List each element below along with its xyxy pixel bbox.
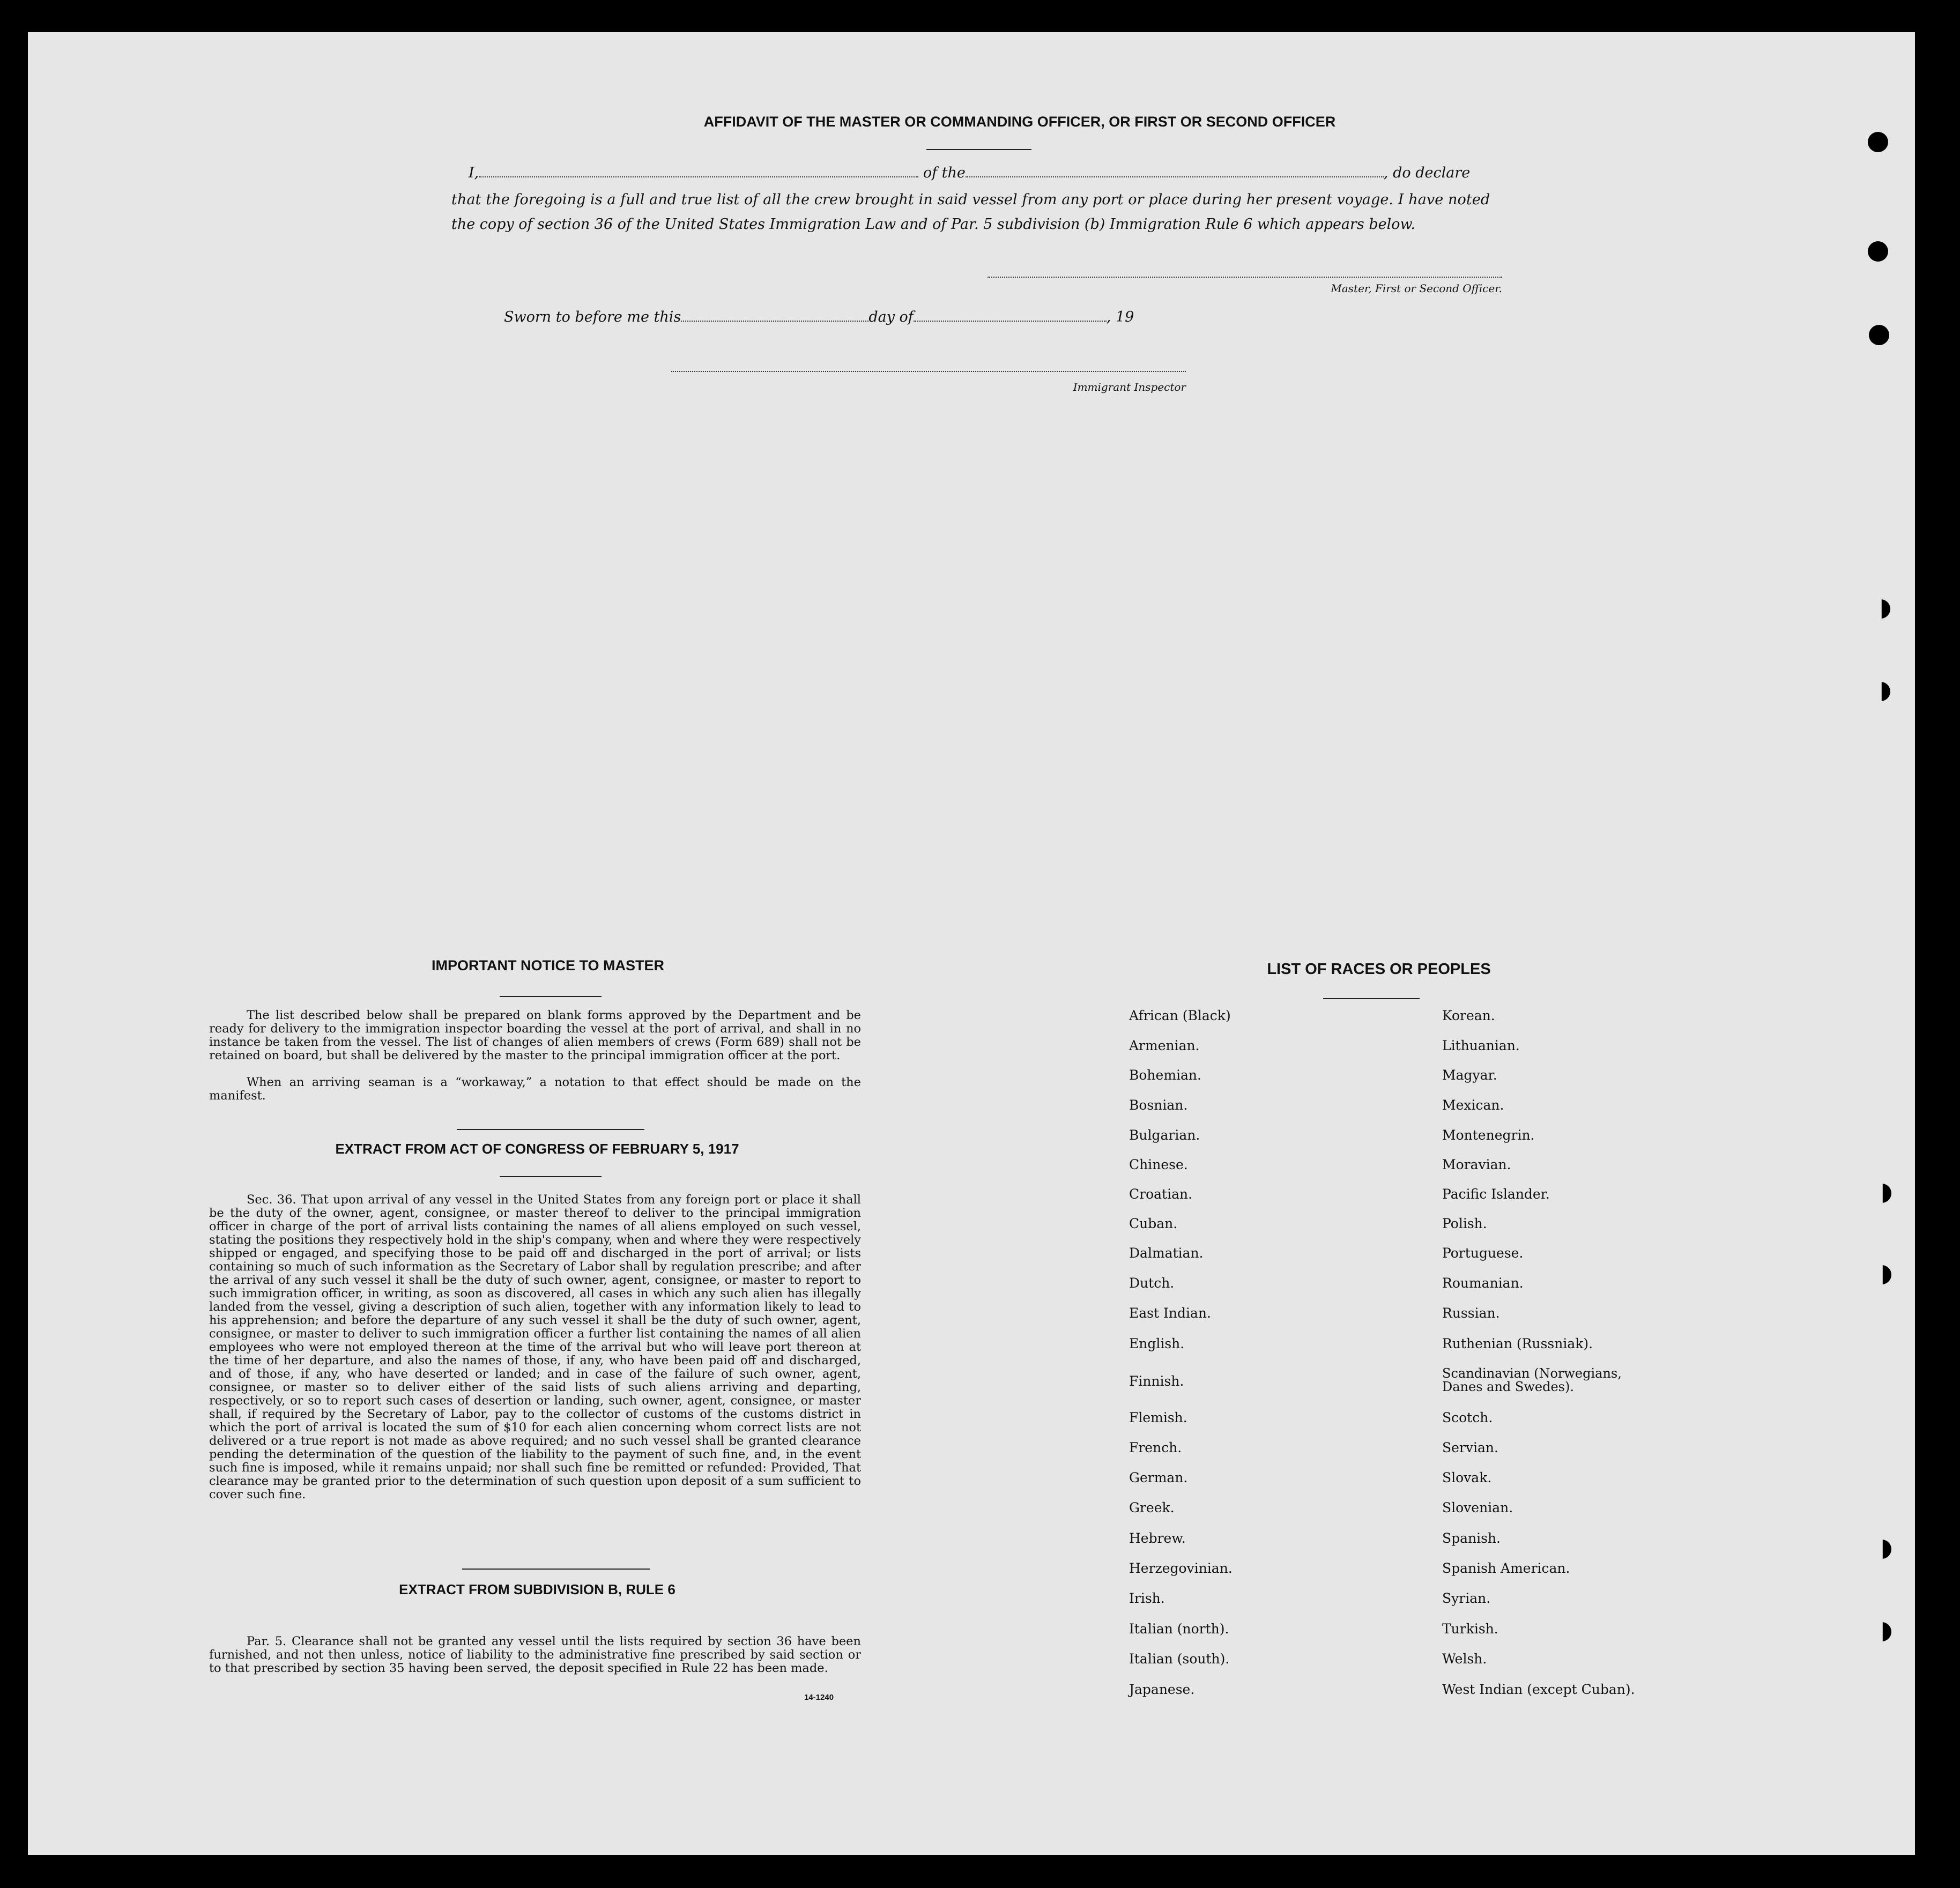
affidavit-of-the-label: of the [923,165,966,181]
divider [462,1569,650,1570]
race-item: Mexican. [1442,1097,1504,1113]
signature-line[interactable] [988,277,1502,278]
affidavit-heading: AFFIDAVIT OF THE MASTER OR COMMANDING OFFICER, OR FIRST OR SECOND OFFICER [703,114,1336,130]
notice-paragraph-1: The list described below shall be prepared on blank forms approved by the Department and be ready for delivery to the immigration inspector boarding the vessel at the port of arrival, and shall in no instance be taken from the vessel. The list of changes of alien members of crews (Form 689) shall not be retained on board, but shall be delivered by the master to the principal immigration officer at the port. [209,1008,861,1062]
punch-hole [1872,1184,1891,1203]
race-item: Herzegovinian. [1129,1560,1233,1576]
race-item: Ruthenian (Russniak). [1442,1336,1593,1351]
race-item: Italian (north). [1129,1621,1229,1637]
race-item: Scandinavian (Norwegians, Danes and Swedes). [1442,1366,1622,1394]
race-item: African (Black) [1129,1008,1231,1023]
race-item: Armenian. [1129,1038,1200,1053]
race-item: Japanese. [1129,1682,1195,1697]
sworn-year-label: , 19 [1106,309,1134,325]
punch-hole [1872,1265,1891,1284]
race-item: Spanish American. [1442,1560,1570,1576]
race-item: Dutch. [1129,1275,1175,1291]
vessel-blank[interactable] [966,176,1384,177]
affidavit-i-label: I, [469,165,479,181]
punch-hole [1871,599,1890,619]
race-item: Hebrew. [1129,1530,1186,1546]
act-extract-heading: EXTRACT FROM ACT OF CONGRESS OF FEBRUARY 5, 1917 [335,1141,739,1157]
notice-heading: IMPORTANT NOTICE TO MASTER [432,957,664,973]
divider [1323,998,1420,999]
name-blank[interactable] [479,176,918,177]
race-item: Spanish. [1442,1530,1501,1546]
affidavit-line1 [469,165,1535,181]
affidavit-line3: the copy of section 36 of the United States Immigration Law and of Par. 5 subdivision (b) Immigration Rule 6 which appears below. [451,216,1416,233]
sworn-line [504,309,1201,325]
rule-extract-heading: EXTRACT FROM SUBDIVISION B, RULE 6 [399,1581,675,1597]
race-item: Slovak. [1442,1470,1492,1485]
race-item: Lithuanian. [1442,1038,1520,1053]
race-item: Turkish. [1442,1621,1498,1637]
race-item: Flemish. [1129,1410,1187,1425]
act-extract-body: Sec. 36. That upon arrival of any vessel in the United States from any foreign port or place it shall be the duty of the owner, agent, consignee, or master thereof to deliver to the principal immigration officer in charge of the port of arrival lists containing the names of all aliens employed on such vessel, stating the positions they respectively hold in the ship's company, when and where they were respectively shipped or engaged, and specifying those to be paid off and discharged in the port of arrival; or lists containing so much of such information as the Secretary of Labor shall by regulation prescribe; and after the arrival of any such vessel it shall be the duty of such owner, agent, consignee, or master to report to such immigration officer, in writing, as soon as discovered, all cases in which any such alien has illegally landed from the vessel, giving a description of such alien, together with any information likely to lead to his apprehension; and before the departure of any such vessel it shall be the duty of such owner, agent, consignee, or master to deliver to such immigration officer a further list containing the names of all alien employees who were not employed thereon at the time of the arrival but who will leave port thereon at the time of her departure, and also the names of those, if any, who have been paid off and discharged, and of those, if any, who have deserted or landed; and in case of the failure of such owner, agent, consignee, or master so to deliver either of the said lists of such aliens arriving and departing, respectively, or so to report such cases of desertion or landing, such owner, agent, consignee, or master shall, if required by the Secretary of Labor, pay to the collector of customs of the customs district in which the port of arrival is located the sum of $10 for each alien concerning whom correct lists are not delivered or a true report is not made as above required; and no such vessel shall be granted clearance pending the determination of the question of the liability to the payment of such fine, and, in the event such fine is imposed, while it remains unpaid; nor shall such fine be remitted or refunded: Provided, That clearance may be granted prior to the determination of such question upon deposit of a sum sufficient to cover such fine. [209,1193,861,1502]
rule-extract-body: Par. 5. Clearance shall not be granted any vessel until the lists required by section 36 have been furnished, and not then unless, notice of liability to the administrative fine prescribed by said section or to that prescribed by section 35 having been served, the deposit specified in Rule 22 has been made. [209,1634,861,1675]
race-item: Welsh. [1442,1651,1487,1667]
inspector-signature-line[interactable] [671,371,1186,372]
race-item: Magyar. [1442,1067,1497,1083]
race-item: Cuban. [1129,1216,1178,1231]
punch-hole [1868,132,1888,152]
divider [500,1176,602,1177]
affidavit-line2: that the foregoing is a full and true list of all the crew brought in said vessel from any port or place during her present voyage. I have noted [451,191,1490,208]
divider [500,996,602,997]
form-sheet [28,32,1915,1855]
race-item: West Indian (except Cuban). [1442,1682,1635,1697]
form-number: 14-1240 [804,1693,834,1702]
sworn-day-blank[interactable] [681,321,868,322]
race-item: Chinese. [1129,1157,1188,1172]
race-item: Montenegrin. [1442,1127,1535,1143]
race-item: Slovenian. [1442,1500,1513,1515]
sworn-month-blank[interactable] [914,321,1107,322]
race-item: Finnish. [1129,1373,1184,1389]
race-item: Polish. [1442,1216,1487,1231]
race-item: Scotch. [1442,1410,1493,1425]
signature-label: Master, First or Second Officer. [1331,282,1502,295]
race-item: German. [1129,1470,1188,1485]
race-item: Greek. [1129,1500,1175,1515]
race-item: Croatian. [1129,1186,1193,1202]
race-item: Korean. [1442,1008,1495,1023]
punch-hole [1872,1622,1891,1641]
race-item: Bulgarian. [1129,1127,1200,1143]
sworn-label: Sworn to before me this [504,309,681,325]
race-item: Italian (south). [1129,1651,1230,1667]
divider [457,1129,644,1130]
race-item: Bosnian. [1129,1097,1188,1113]
race-item: Roumanian. [1442,1275,1524,1291]
race-item: Portuguese. [1442,1245,1524,1261]
affidavit-declare-label: , do declare [1383,165,1471,181]
race-item: Dalmatian. [1129,1245,1204,1261]
punch-hole [1869,325,1889,345]
race-item: Servian. [1442,1440,1498,1455]
notice-paragraph-2: When an arriving seaman is a “workaway,” a notation to that effect should be made on the manifest. [209,1075,861,1103]
race-item: Moravian. [1442,1157,1511,1172]
race-item: English. [1129,1336,1185,1351]
race-item: Pacific Islander. [1442,1186,1550,1202]
races-heading: LIST OF RACES OR PEOPLES [1267,961,1491,978]
punch-hole [1872,1540,1891,1559]
punch-hole [1868,241,1888,262]
inspector-label: Immigrant Inspector [1073,381,1186,393]
sworn-day-of-label: day of [868,309,914,325]
race-item: Syrian. [1442,1590,1491,1606]
race-item: Irish. [1129,1590,1165,1606]
race-item: Russian. [1442,1305,1500,1321]
punch-hole [1871,682,1890,701]
divider [926,149,1031,150]
race-item: French. [1129,1440,1182,1455]
race-item: Bohemian. [1129,1067,1201,1083]
race-item: East Indian. [1129,1305,1211,1321]
